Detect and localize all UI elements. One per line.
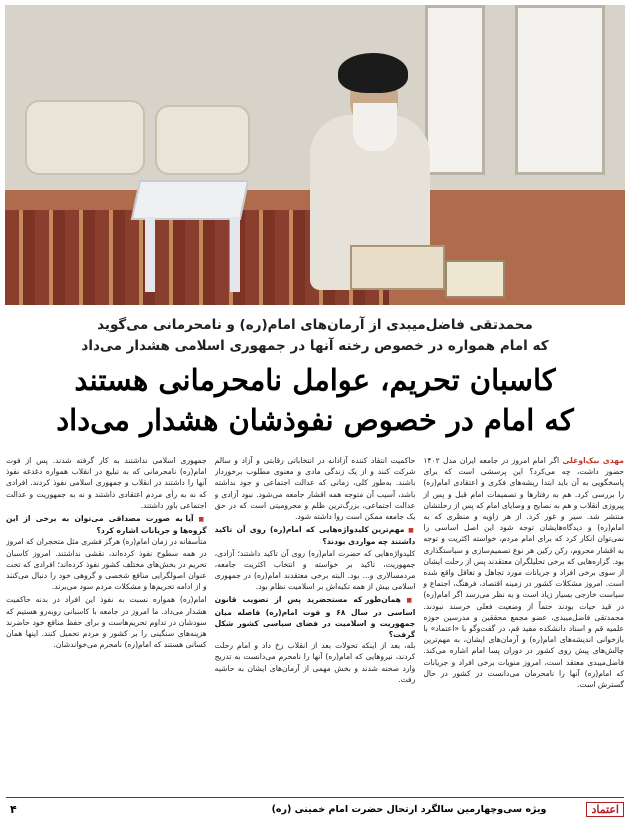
photo-books	[350, 245, 445, 290]
column-1	[423, 455, 624, 797]
photo-cushion	[25, 100, 145, 175]
page-footer	[6, 799, 624, 819]
headline-line: که امام در خصوص نفوذشان هشدار می‌داد	[56, 403, 574, 437]
photo-table-leg	[230, 217, 240, 292]
body-text: امام(ره) همواره نسبت به نفوذ این افراد در بدنه حاکمیت هشدار می‌داد. ما امروز در جامعه با کاسبانی روبه‌رو هستیم که سودشان در تداوم تحریم‌هاست و برای حفظ منافع خود حاضرند هزینه‌های سنگینی را بر کشور و مردم تحمیل کنند. اینها همان کسانی هستند که امام(ره) نامحرم می‌خواندشان.	[5, 595, 207, 650]
byline: مهدی بیک‌اوغلی	[562, 456, 624, 465]
photo-cushion	[155, 105, 250, 175]
body-text: بله، بعد از اینکه تحولات بعد از انقلاب رخ داد و امام رحلت کردند، نیروهایی که امام(ره) آنها را نامحرم می‌دانست به تدریج وارد صحنه شدند و بخش مهمی از آرمان‌های ایشان به حاشیه رفت.	[214, 641, 416, 684]
interview-question: ■ مهم‌ترین کلیدواژه‌هایی که امام(ره) روی آن تاکید داشتند چه مواردی بودند؟	[215, 524, 416, 547]
kicker	[30, 315, 600, 357]
interview-question: ■ همان‌طور که مستحضرید پس از تصویب قانون اساسی در سال ۶۸ و فوت امام(ره) فاصله میان جمهوریت و اسلامیت در فضای سیاسی کشور شکل گرفت؟	[215, 594, 416, 640]
lead-photo	[5, 5, 625, 305]
body-text: جمهوری اسلامی نداشتند به کار گرفته شدند. پس از فوت امام(ره) نامحرمانی که به تبلیغ در انقلاب همواره دغدغه نفوذ آنها را داشتند در انقلاب و جمهوری اسلامی نفوذ کردند. افرادی که نه به رأی مردم اعتقادی داشتند و نه به جمهوریت و عدالت اجتماعی باور داشتند.	[5, 456, 207, 510]
headline	[20, 360, 610, 440]
photo-window	[515, 5, 605, 175]
kicker-line: محمدتقی فاضل‌میبدی از آرمان‌های امام(ره) و نامحرمانی می‌گوید	[97, 317, 533, 333]
photo-table	[131, 180, 250, 220]
photo-window	[425, 5, 485, 175]
body-text: حاکمیت انتقاد کننده آزادانه در انتخاباتی رقابتی و آزاد و سالم شرکت کنند و از یک زندگی مادی و معنوی مطلوب برخوردار باشند. به‌طور کلی، زمانی که عدالت اجتماعی و جود نداشته باشد، آسیب آن متوجه همه اقشار جامعه می‌شود. نبود آزادی و عدالت اجتماعی، بزرگ‌ترین ظلم و محرومیتی است که در حق یک جامعه ممکن است روا داشته شود.	[214, 456, 416, 522]
footer-divider	[6, 797, 624, 798]
supplement-title: ویژه سی‌وچهارمین سالگرد ارتحال حضرت امام خمینی (ره)	[271, 803, 547, 815]
photo-books	[445, 260, 505, 298]
body-text: متأسفانه در زمان امام(ره) هرگز فشری مثل متحجران که امروز در همه سطوح نفوذ کرده‌اند، نقشی نداشتند. امروز کاسبان تحریم در بخش‌های مختلف کشور نفوذ کرده‌اند؛ افرادی که تحت عنوان اصولگرایی منافع شخصی و گروهی خود را دنبال می‌کنند و از ادامه تحریم‌ها و مشکلات مردم سود می‌برند.	[5, 537, 207, 592]
interview-question: ■ آیا به صورت مصداقی می‌توان به برخی از این گروه‌ها و جریانات اشاره کرد؟	[6, 513, 207, 536]
kicker-line: که امام همواره در خصوص رخنه آنها در جمهوری اسلامی هشدار می‌داد	[81, 338, 549, 354]
photo-figure-beard	[353, 103, 397, 151]
body-text: اگر امام امروز در جامعه ایران مدل ۱۴۰۲ حضور داشت، چه می‌کرد؟ این پرسشی است که برای پاسخگویی به آن باید ابتدا ریشه‌های فکری و اعتقادی امام(ره) را بررسی کرد. هم به رفتارها و تصمیمات امام قبل و پس از پیروزی انقلاب و هم به نصایح و وصایای امام که پس از رحلتشان منتشر شد. سیر و غور کرد. از هر زاویه و منظری که به امام(ره) و دیدگاه‌هایشان توجه شود این اصل اساسی را نمی‌توان انکار کرد که برای امام مردم، خواسته اکثریت و توجه به اقشار محروم، رکن رکین هر نوع تصمیم‌سازی و سیاستگذاری بود. گزاره‌هایی که برخی تحلیلگران معتقدند پس از رحلت ایشان از سوی برخی افراد و جریانات مورد تجاهل و تغافل واقع شده است. امروز مشکلات کشور در زمینه اقتصاد، فرهنگ، اجتماع و سیاست خارجی بسیار زیاد است و به نظر می‌رسد اگر امام(ره) در قید حیات بودند حتماً از وضعیت فعلی خرسند نبودند. محمدتقی فاضل‌میبدی، عضو مجمع محققین و مدرسین حوزه علمیه قم و استاد دانشکده مفید قم، در گفت‌وگو با «اعتماد» با بازخوانی اندیشه‌های امام(ره) و آرمان‌های ایشان، به مهم‌ترین چالش‌های پیش روی کشور در دوران پسا امام اشاره می‌کند. فاضل‌میبدی معتقد است، امروز منویات برخی افراد و جریانات که امام(ره) آنها را نامحرمان می‌دانست در کشور در حال گسترش است.	[423, 456, 624, 690]
article-columns	[6, 455, 624, 797]
body-text: کلیدواژه‌هایی که حضرت امام(ره) روی آن تاکید داشتند؛ آزادی، جمهوریت، تاکید بر خواسته و انتخاب اکثریت جامعه، مردمسالاری و... بود. البته برخی معتقدند امام(ره) در جمهوری اسلامی بیش از همه تکیه‌اش بر اسلامیت نظام بود.	[214, 548, 416, 592]
photo-figure-turban	[338, 53, 408, 93]
column-3	[6, 455, 207, 797]
page-number: ۴	[10, 802, 17, 816]
column-2	[215, 455, 416, 797]
photo-table-leg	[145, 217, 155, 292]
headline-line: کاسبان تحریم، عوامل نامحرمانی هستند	[74, 363, 556, 397]
newspaper-logo: اعتماد	[586, 802, 624, 817]
